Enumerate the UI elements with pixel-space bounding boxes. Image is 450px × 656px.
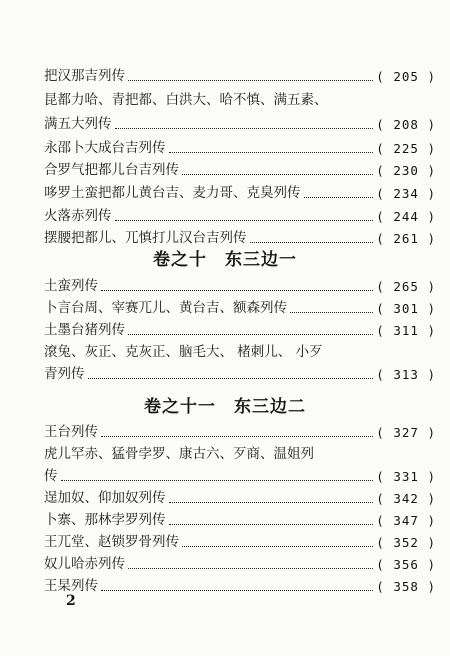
entry-page: ( 261 )	[376, 231, 436, 246]
entry-page: ( 347 )	[376, 513, 436, 528]
entry-page: ( 313 )	[376, 367, 436, 382]
dot-leader	[101, 590, 373, 591]
entry-title: 王台列传	[44, 424, 98, 440]
dot-leader	[115, 128, 374, 129]
entry-title-line: 虎儿罕赤、猛骨孛罗、康古六、歹商、温姐列	[44, 446, 314, 462]
page-number: 2	[66, 593, 76, 609]
entry-title: 哆罗土蛮把都儿黄台吉、麦力哥、克臭列传	[44, 185, 301, 201]
entry-page: ( 265 )	[376, 279, 436, 294]
entry-page: ( 356 )	[376, 557, 436, 572]
toc-entry	[44, 576, 436, 597]
dot-leader	[101, 436, 373, 437]
toc-entry	[44, 160, 436, 181]
entry-title: 逞加奴、仰加奴列传	[44, 490, 166, 506]
entry-title-line: 滾兔、灰正、克灰正、脑毛大、 楮刺儿、 小歹	[44, 344, 323, 360]
dot-leader	[290, 312, 373, 313]
toc-entry	[44, 138, 436, 159]
entry-page: ( 208 )	[376, 117, 436, 132]
dot-leader	[128, 568, 373, 569]
entry-title: 火落赤列传	[44, 208, 112, 224]
toc-entry	[44, 532, 436, 553]
entry-title: 摆腰把都儿、兀慎打儿汉台吉列传	[44, 230, 247, 246]
entry-title: 奴儿哈赤列传	[44, 556, 125, 572]
entry-title-line: 昆都力哈、青把都、白洪大、哈不慎、满五素、	[44, 92, 328, 108]
entry-title: 卜寨、那林孛罗列传	[44, 512, 166, 528]
entry-title-continued: 满五大列传	[44, 116, 112, 132]
toc-entry	[44, 183, 436, 204]
dot-leader	[128, 80, 373, 81]
dot-leader	[182, 546, 373, 547]
dot-leader	[169, 152, 374, 153]
dot-leader	[304, 197, 374, 198]
toc-entry	[44, 554, 436, 575]
entry-page: ( 342 )	[376, 491, 436, 506]
entry-title: 合罗气把都儿台吉列传	[44, 162, 179, 178]
entry-title-continued: 传	[44, 468, 58, 484]
dot-leader	[115, 220, 374, 221]
chapter-heading: 卷之十一 东三边二	[144, 397, 306, 417]
toc-entry	[44, 488, 436, 509]
entry-page: ( 327 )	[376, 425, 436, 440]
entry-page: ( 234 )	[376, 186, 436, 201]
dot-leader	[169, 524, 374, 525]
entry-page: ( 244 )	[376, 209, 436, 224]
dot-leader	[169, 502, 374, 503]
toc-entry	[44, 276, 436, 297]
entry-page: ( 352 )	[376, 535, 436, 550]
dot-leader	[250, 242, 374, 243]
entry-page: ( 358 )	[376, 579, 436, 594]
entry-title: 土墨台猪列传	[44, 322, 125, 338]
dot-leader	[88, 378, 374, 379]
toc-entry	[44, 466, 436, 487]
toc-entry	[44, 114, 436, 135]
dot-leader	[101, 290, 373, 291]
dot-leader	[61, 480, 374, 481]
toc-entry	[44, 364, 436, 385]
entry-title-continued: 青列传	[44, 366, 85, 382]
entry-title: 把汉那吉列传	[44, 68, 125, 84]
entry-page: ( 230 )	[376, 163, 436, 178]
entry-page: ( 225 )	[376, 141, 436, 156]
toc-entry	[44, 298, 436, 319]
entry-page: ( 301 )	[376, 301, 436, 316]
entry-page: ( 331 )	[376, 469, 436, 484]
entry-title: 永邵卜大成台吉列传	[44, 140, 166, 156]
toc-entry	[44, 206, 436, 227]
toc-entry	[44, 320, 436, 341]
toc-entry	[44, 66, 436, 87]
entry-page: ( 205 )	[376, 69, 436, 84]
toc-entry	[44, 510, 436, 531]
entry-title: 王杲列传	[44, 578, 98, 594]
entry-title: 土蛮列传	[44, 278, 98, 294]
toc-entry	[44, 422, 436, 443]
dot-leader	[128, 334, 373, 335]
entry-title: 卜言台周、宰赛兀儿、黄台吉、额森列传	[44, 300, 287, 316]
entry-page: ( 311 )	[376, 323, 436, 338]
chapter-heading: 卷之十 东三边一	[153, 250, 297, 270]
dot-leader	[182, 174, 373, 175]
entry-title: 王兀堂、赵锁罗骨列传	[44, 534, 179, 550]
